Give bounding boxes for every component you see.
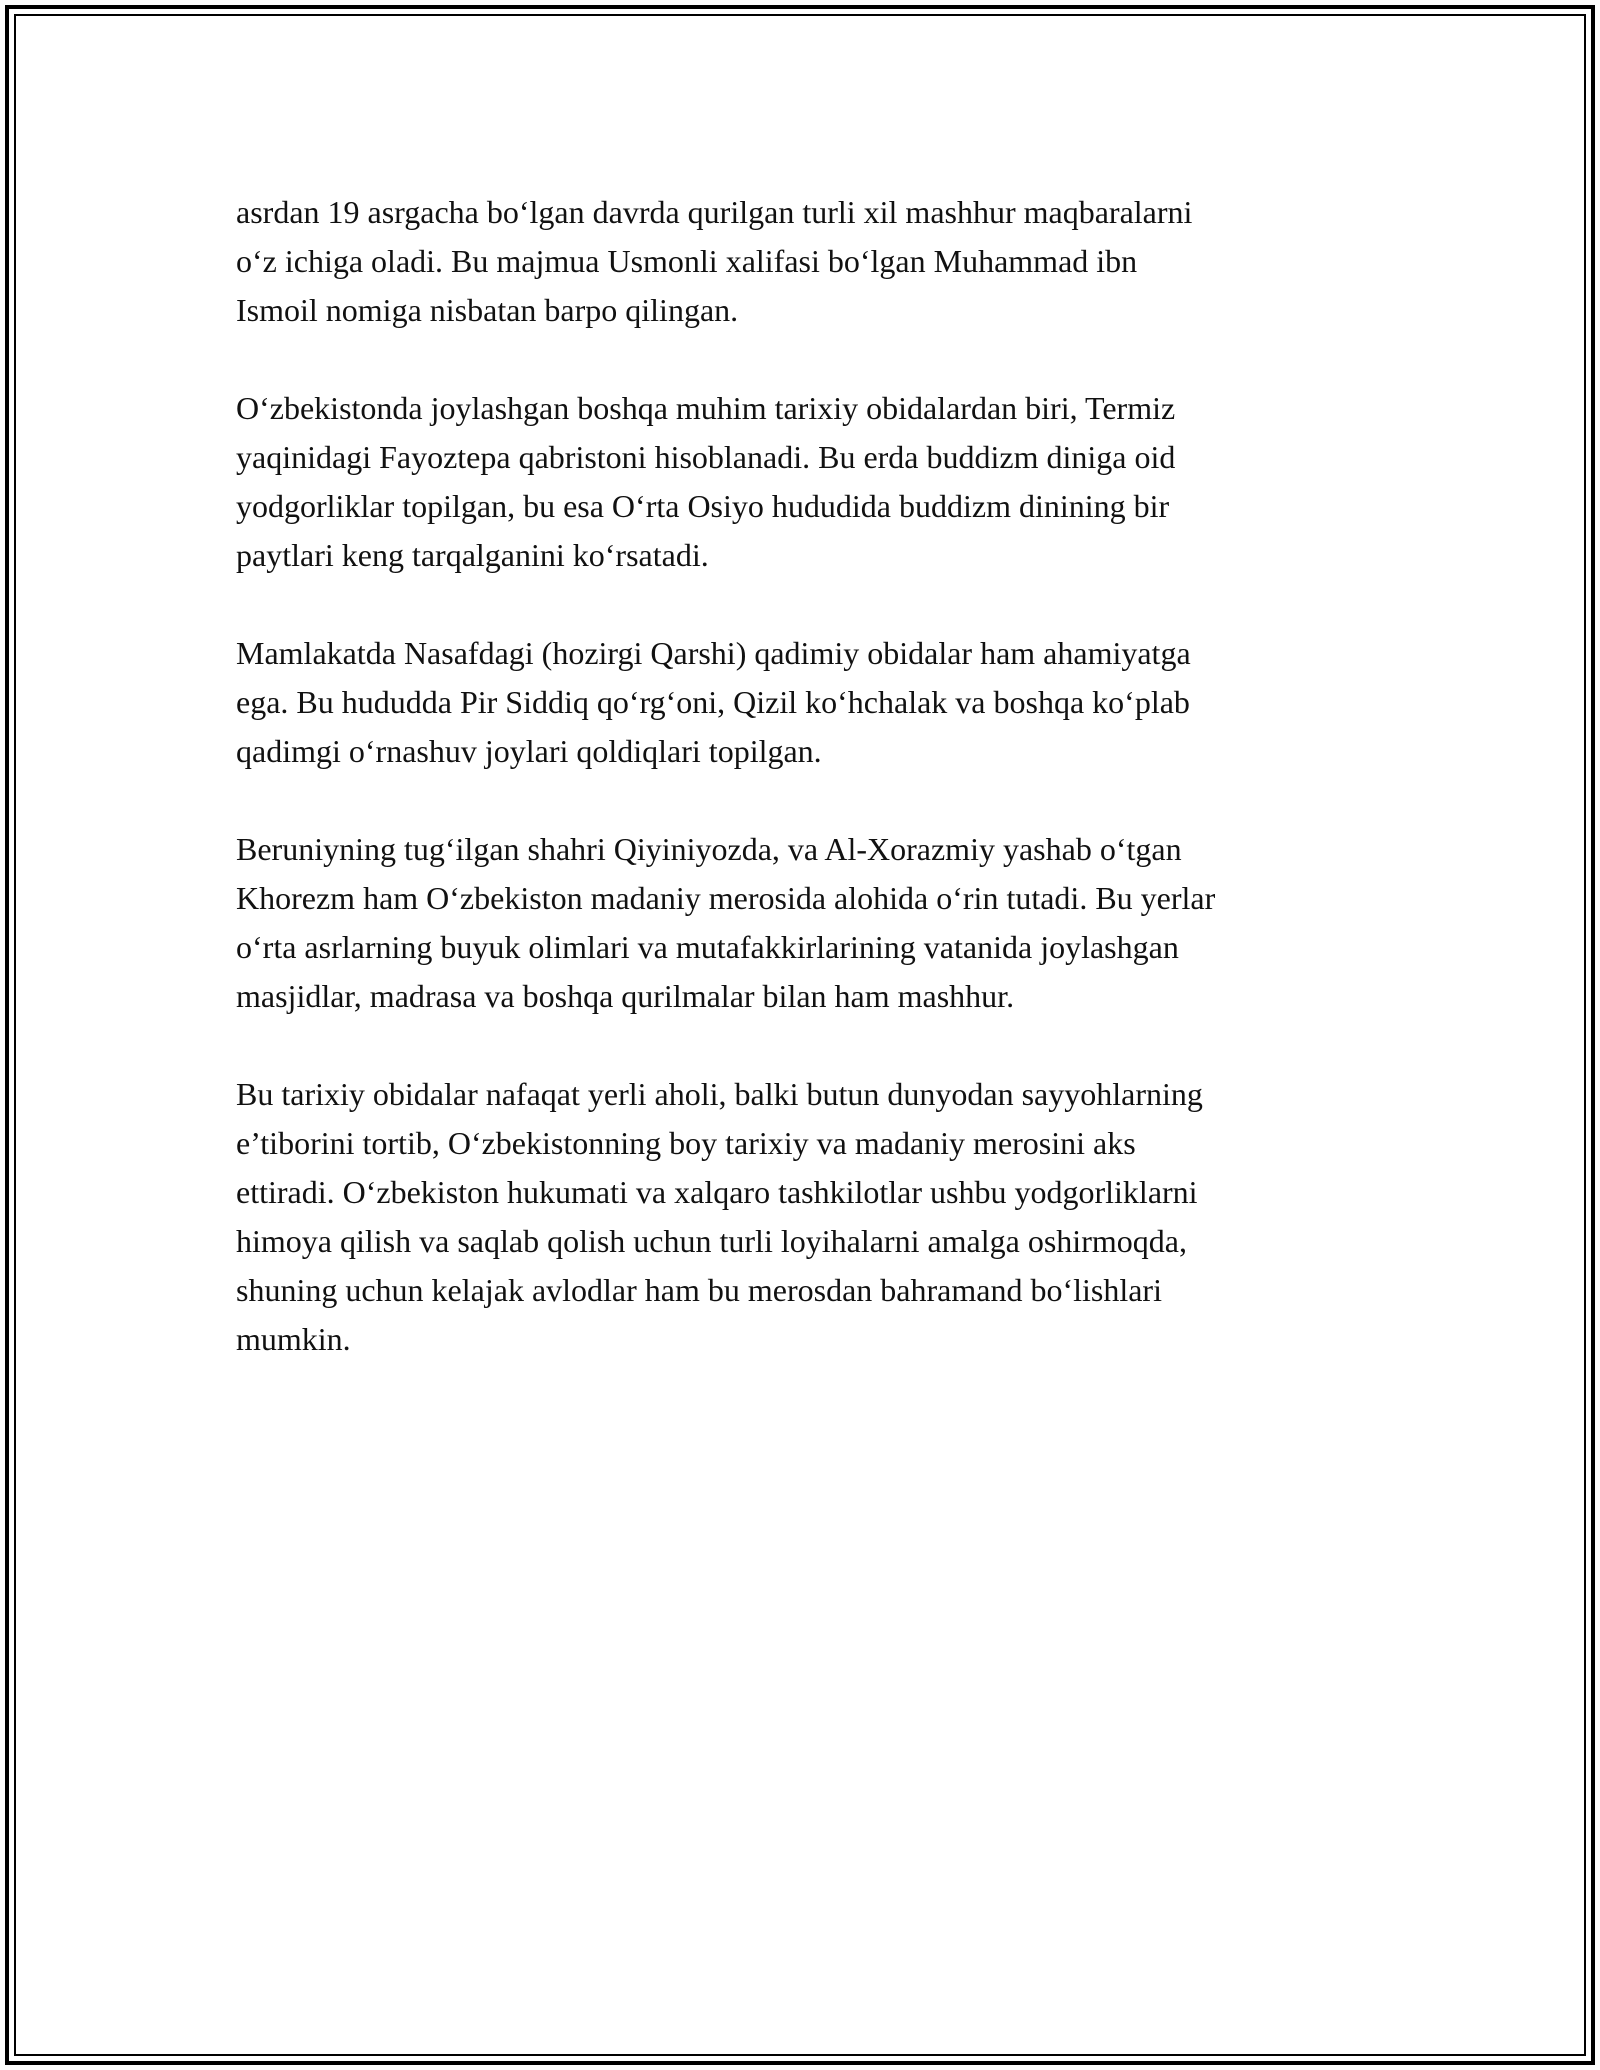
text-line: ega. Bu hududda Pir Siddiq qo‘rg‘oni, Qizil ko‘hchalak va boshqa ko‘plab	[236, 684, 1190, 720]
paragraph-3	[236, 629, 1386, 776]
text-line: Bu tarixiy obidalar nafaqat yerli aholi, balki butun dunyodan sayyohlarning	[236, 1076, 1203, 1112]
text-line: yaqinidagi Fayoztepa qabristoni hisoblanadi. Bu erda buddizm diniga oid	[236, 439, 1176, 475]
text-line: himoya qilish va saqlab qolish uchun turli loyihalarni amalga oshirmoqda,	[236, 1223, 1187, 1259]
text-line: shuning uchun kelajak avlodlar ham bu merosdan bahramand bo‘lishlari	[236, 1272, 1162, 1308]
text-line: yodgorliklar topilgan, bu esa O‘rta Osiyo hududida buddizm dinining bir	[236, 488, 1170, 524]
paragraph-1	[236, 188, 1386, 335]
text-line: paytlari keng tarqalganini ko‘rsatadi.	[236, 537, 709, 573]
paragraph-2	[236, 384, 1386, 580]
text-line: qadimgi o‘rnashuv joylari qoldiqlari topilgan.	[236, 733, 822, 769]
text-line: o‘rta asrlarning buyuk olimlari va mutafakkirlarining vatanida joylashgan	[236, 929, 1179, 965]
text-line: asrdan 19 asrgacha bo‘lgan davrda qurilgan turli xil mashhur maqbaralarni	[236, 194, 1193, 230]
text-line: ettiradi. O‘zbekiston hukumati va xalqaro tashkilotlar ushbu yodgorliklarni	[236, 1174, 1198, 1210]
text-line: mumkin.	[236, 1321, 351, 1357]
text-line: Ismoil nomiga nisbatan barpo qilingan.	[236, 292, 739, 328]
document-body	[236, 188, 1386, 1413]
text-line: e’tiborini tortib, O‘zbekistonning boy tarixiy va madaniy merosini aks	[236, 1125, 1136, 1161]
text-line: Beruniyning tug‘ilgan shahri Qiyiniyozda, va Al-Xorazmiy yashab o‘tgan	[236, 831, 1182, 867]
text-line: O‘zbekistonda joylashgan boshqa muhim tarixiy obidalardan biri, Termiz	[236, 390, 1176, 426]
text-line: masjidlar, madrasa va boshqa qurilmalar bilan ham mashhur.	[236, 978, 1015, 1014]
paragraph-4	[236, 825, 1386, 1021]
text-line: o‘z ichiga oladi. Bu majmua Usmonli xalifasi bo‘lgan Muhammad ibn	[236, 243, 1138, 279]
text-line: Khorezm ham O‘zbekiston madaniy merosida alohida o‘rin tutadi. Bu yerlar	[236, 880, 1216, 916]
text-line: Mamlakatda Nasafdagi (hozirgi Qarshi) qadimiy obidalar ham ahamiyatga	[236, 635, 1191, 671]
paragraph-5	[236, 1070, 1386, 1364]
